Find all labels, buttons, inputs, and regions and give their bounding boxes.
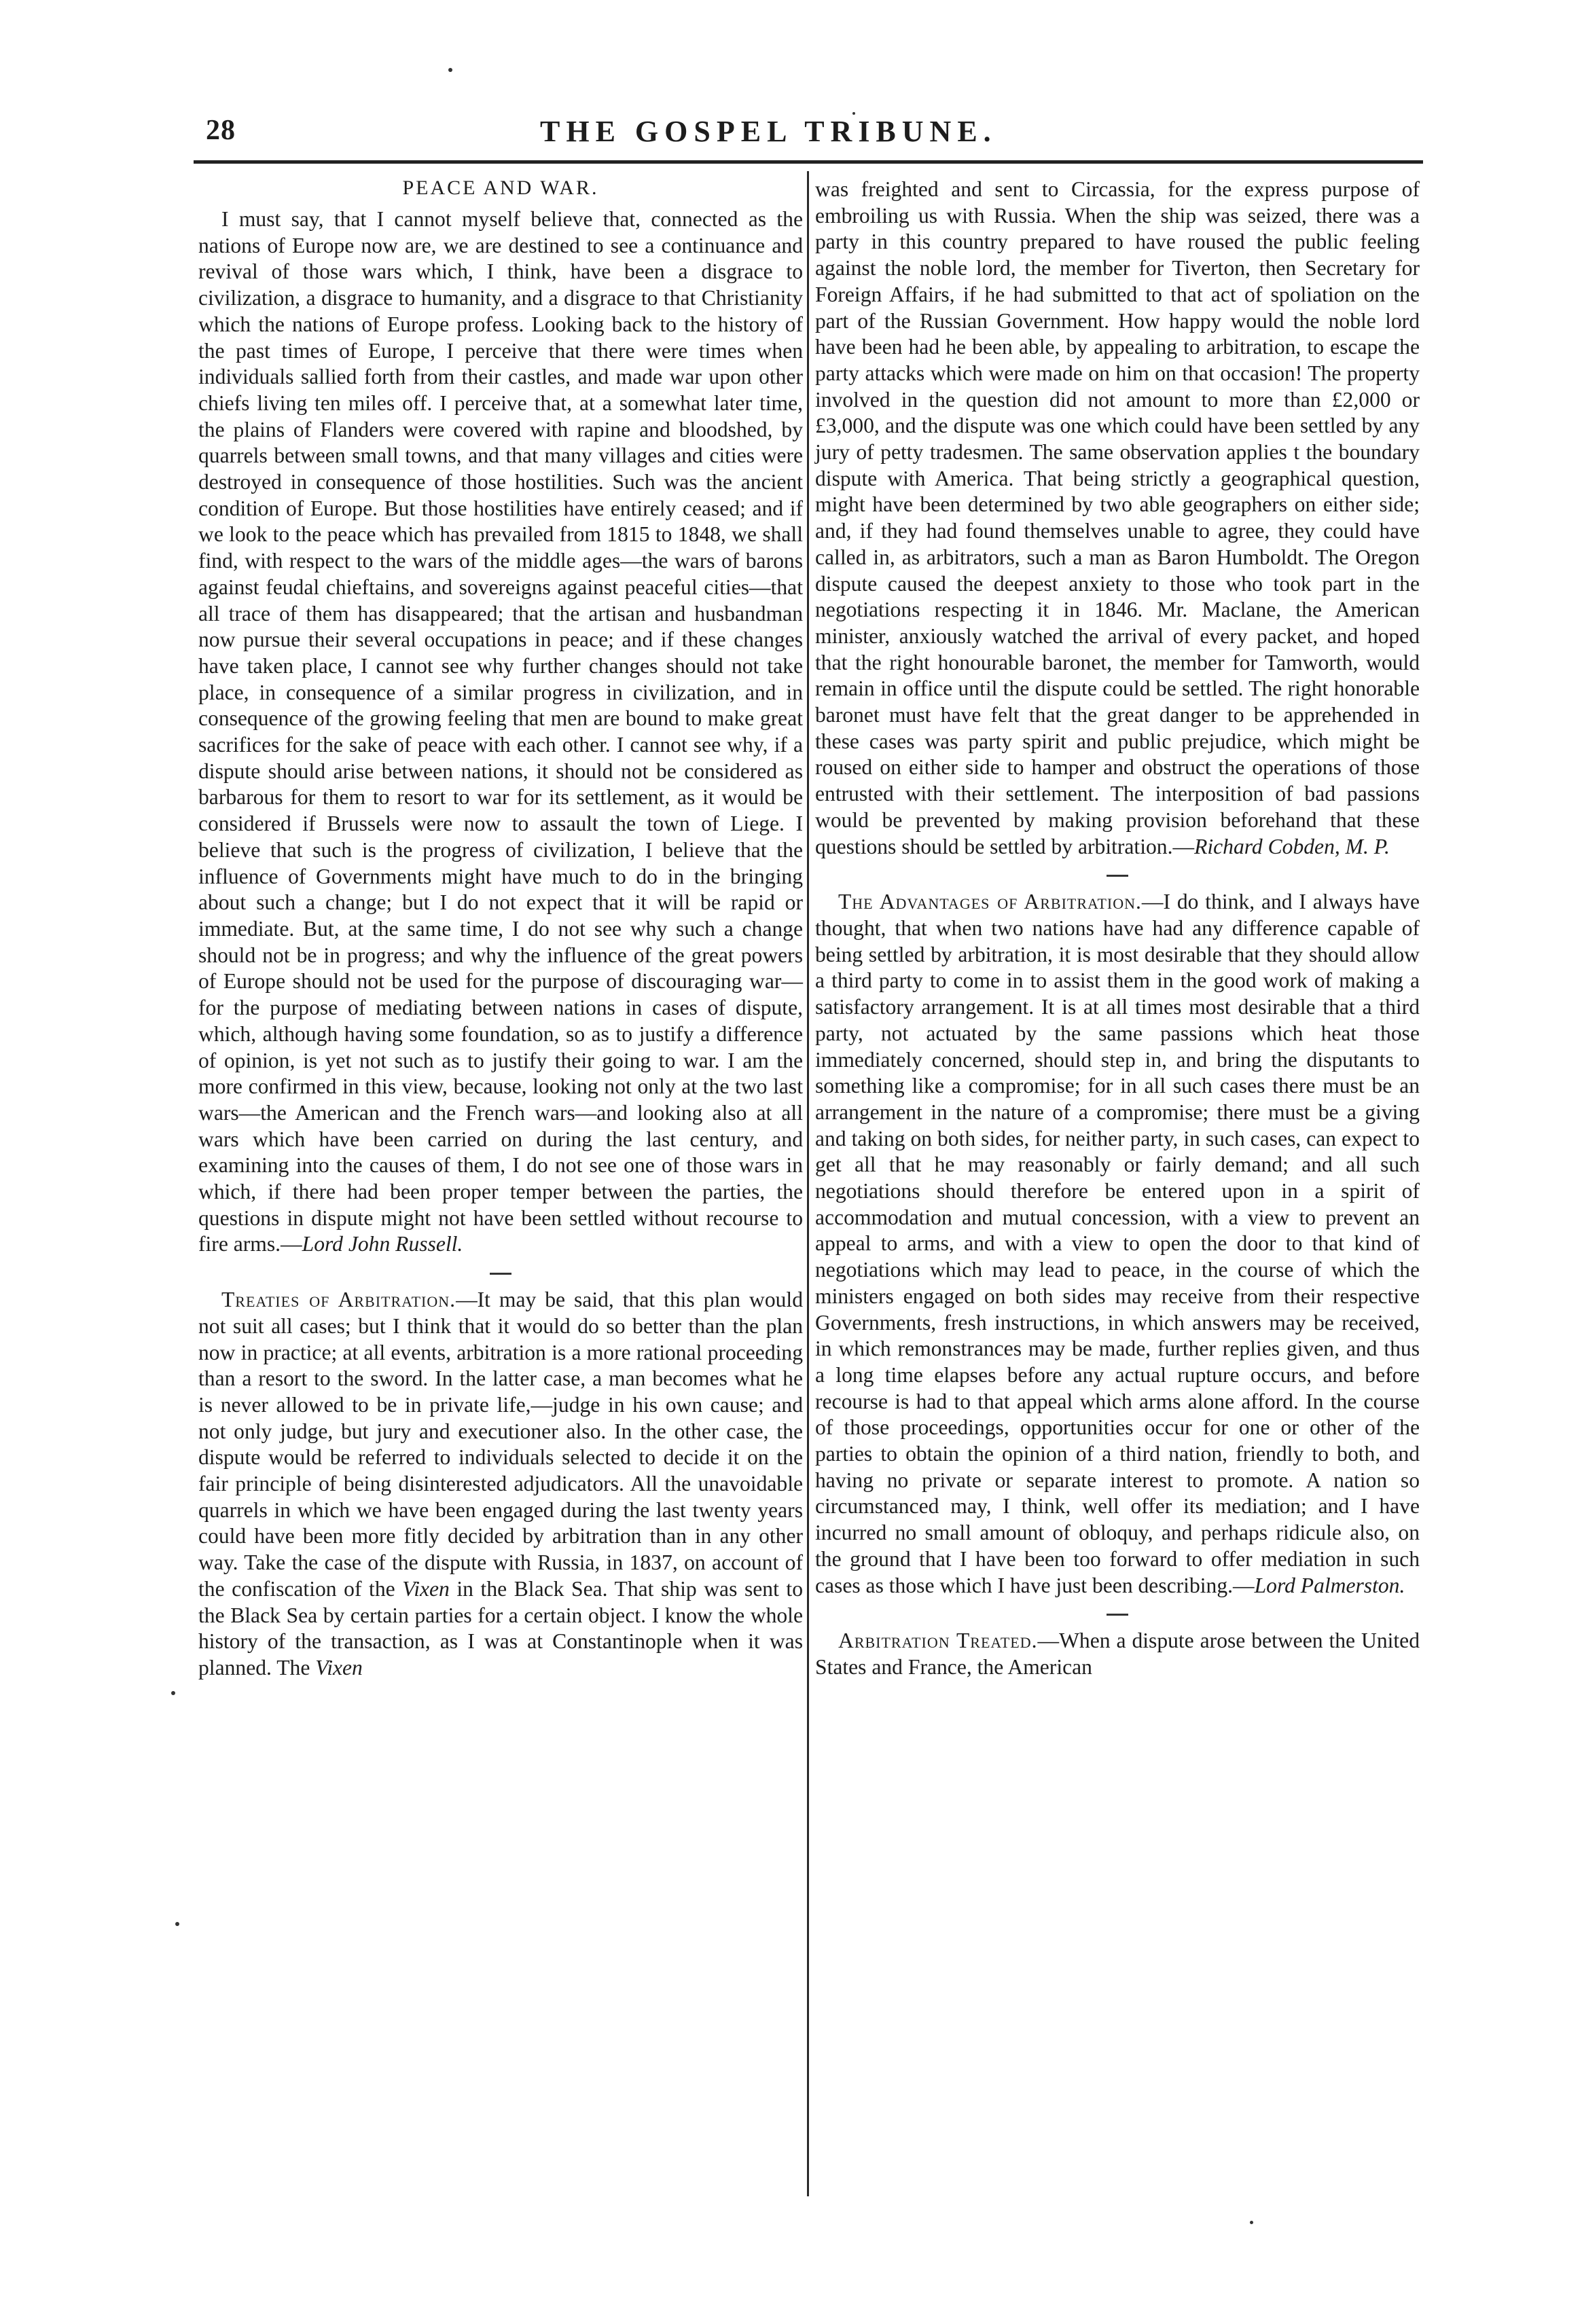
- signature: Richard Cobden, M. P.: [1194, 834, 1390, 858]
- print-speck: [171, 1691, 175, 1695]
- ship-name: Vixen: [402, 1576, 450, 1601]
- article-paragraph: [198, 206, 803, 1258]
- article-paragraph: [815, 1628, 1420, 1680]
- page-number: 28: [206, 115, 236, 146]
- paragraph-text: —I do think, and I always have thought, that when two nations have had any difference capable of being settled by arbitration, it is most desirable that they should allow a third party to come in to assist them in the good work of making a satisfactory arrangement. It is at all times most desirable that a third party, not actuated by the same passions which heat those immediately concerned, should step in, and bring the disputants to something like a compromise; for in all such cases there must be an arrangement in the nature of a compromise; there must be a giving and taking on both sides, for neither party, in such cases, can expect to get all that he may reasonably or fairly demand; and all such negotiations should therefore be entered upon in a spirit of accommodation and mutual concession, with a view to prevent an appeal to arms, and with a view to open the door to that kind of negotiations which may lead to peace, in the course of which the ministers engaged on both sides may receive from their respective Governments, fresh instructions, in which answers may be received, in which remonstrances may be made, further replies given, and thus a long time elapses before any actual rupture occurs, and before recourse is had to that appeal which arms alone afford. In the course of those proceedings, opportunities occur for one or other of the parties to obtain the opinion of a third nation, friendly to both, and having no private or separate interest to promote. A nation so circumstanced may, I think, well offer its mediation; and I have incurred no small amount of obloquy, and perhaps ridicule also, on the ground that I have been too forward to offer mediation in such cases as those which I have just been describing.—: [815, 890, 1420, 1597]
- paragraph-text: was freighted and sent to Circassia, for the express purpose of embroiling us with Russia. When the ship was seized, there was a party in this country prepared to have roused the public feeling against the noble lord, the member for Tiverton, then Secretary for Foreign Affairs, if he had submitted to that act of spoliation on the part of the Russian Government. How happy would the noble lord have been had he been able, by appealing to arbitration, to escape the party attacks which were made on him on that occasion! The property involved in the question did not amount to more than £2,000 or £3,000, and the dispute was one which could have been settled by any jury of petty tradesmen. The same observation applies t the boundary dispute with America. That being strictly a geographical question, might have been determined by two able geographers on either side; and, if they had found themselves unable to agree, they could have called in, as arbitrators, such a man as Baron Humboldt. The Oregon dispute caused the deepest anxiety to those who took part in the negotiations respecting it in 1846. Mr. Maclane, the American minister, anxiously watched the arrival of every packet, and hoped that the right honourable baronet, the member for Tamworth, would remain in office until the dispute could be settled. The right honorable baronet must have felt that the great danger to be apprehended in these cases was party spirit and public prejudice, which might be roused on either side to hamper and obstruct the operations of those entrusted with their settlement. The interposition of bad passions would be prevented by making provision beforehand that these questions should be settled by arbitration.—: [815, 177, 1420, 858]
- print-speck: [852, 112, 855, 115]
- paragraph-text: —It may be said, that this plan would not suit all cases; but I think that it would do so better than the plan now in practice; at all events, arbitration is a more rational proceeding than a resort to the sword. In the latter case, a man becomes what he is never allowed to be in private life,—judge in his own cause; and not only judge, but jury and executioner also. In the other case, the dispute would be referred to individuals selected to decide it on the fair principle of being disinterested adjudicators. All the unavoidable quarrels in which we have been engaged during the last twenty years could have been more fitly decided by arbitration than in any other way. Take the case of the dispute with Russia, in 1837, on account of the confiscation of the: [198, 1288, 803, 1601]
- article-paragraph: [198, 1287, 803, 1682]
- left-column: [198, 177, 803, 1682]
- section-divider: [490, 1273, 511, 1275]
- article-paragraph: [815, 889, 1420, 1599]
- column-divider: [807, 171, 809, 2196]
- print-speck: [448, 68, 452, 72]
- running-title: THE GOSPEL TRIBUNE.: [540, 115, 997, 148]
- ship-name: Vixen: [315, 1655, 363, 1680]
- section-heading: Treaties of Arbitration.: [221, 1288, 456, 1312]
- print-speck: [175, 1922, 179, 1926]
- article-paragraph: [815, 177, 1420, 860]
- signature: Lord John Russell.: [302, 1232, 463, 1256]
- article-title: PEACE AND WAR.: [402, 177, 599, 199]
- section-divider: [1107, 1614, 1128, 1616]
- right-column: [815, 177, 1420, 1681]
- section-heading: The Advantages of Arbitration.: [838, 890, 1142, 914]
- signature: Lord Palmerston.: [1254, 1573, 1405, 1597]
- paragraph-text: I must say, that I cannot myself believe that, connected as the nations of Europe now are, we are destined to see a continuance and revival of those wars which, I think, have been a disgrace to civilization, a disgrace to humanity, and a disgrace to that Christianity which the nations of Europe profess. Looking back to the history of the past times of Europe, I perceive that there were times when individuals sallied forth from their castles, and made war upon other chiefs living ten miles off. I perceive that, at a somewhat later time, the plains of Flanders were covered with rapine and bloodshed, by quarrels between small towns, and that many villages and cities were destroyed in consequence of those hostilities. Such was the ancient condition of Europe. But those hostilities have entirely ceased; and if we look to the peace which has prevailed from 1815 to 1848, we shall find, with respect to the wars of the middle ages—the wars of barons against feudal chieftains, and sovereigns against peaceful cities—that all trace of them has disappeared; that the artisan and husbandman now pursue their several occupations in peace; and if these changes have taken place, I cannot see why further changes should not take place, in consequence of a similar progress in civilization, and in consequence of the growing feeling that men are bound to make great sacrifices for the sake of peace with each other. I cannot see why, if a dispute should arise between nations, it should not be considered as barbarous for them to resort to war for its settlement, as it would be considered if Brussels were now to assault the town of Liege. I believe that such is the progress of civilization, I believe that the influence of Governments might have much to do in the bringing about such a change; but I do not expect that it will be rapid or immediate. But, at the same time, I do not see why such a change should not be in progress; and why the influence of the great powers of Europe should not be used for the purpose of discouraging war—for the purpose of mediating between nations in cases of dispute, which, although having some foundation, so as to justify a difference of opinion, is yet not such as to justify their going to war. I am the more confirmed in this view, because, looking not only at the two last wars—the American and the French wars—and looking also at all wars which have been carried on during the last century, and examining into the causes of them, I do not see one of those wars in which, if there had been proper temper between the parties, the questions in dispute might not have been settled without recourse to fire arms.—: [198, 207, 803, 1256]
- paragraph-text: in the Black Sea. That ship was sent to the Black Sea by certain parties for a certain object. I know the whole history of the transaction, as I was at Constantinople when it was planned. The: [198, 1576, 803, 1680]
- page-header: [194, 113, 1423, 164]
- paragraph-text: —When a dispute arose between the United States and France, the American: [815, 1629, 1420, 1679]
- section-heading: Arbitration Treated.: [838, 1629, 1038, 1653]
- section-divider: [1107, 875, 1128, 877]
- print-speck: [1250, 2221, 1253, 2224]
